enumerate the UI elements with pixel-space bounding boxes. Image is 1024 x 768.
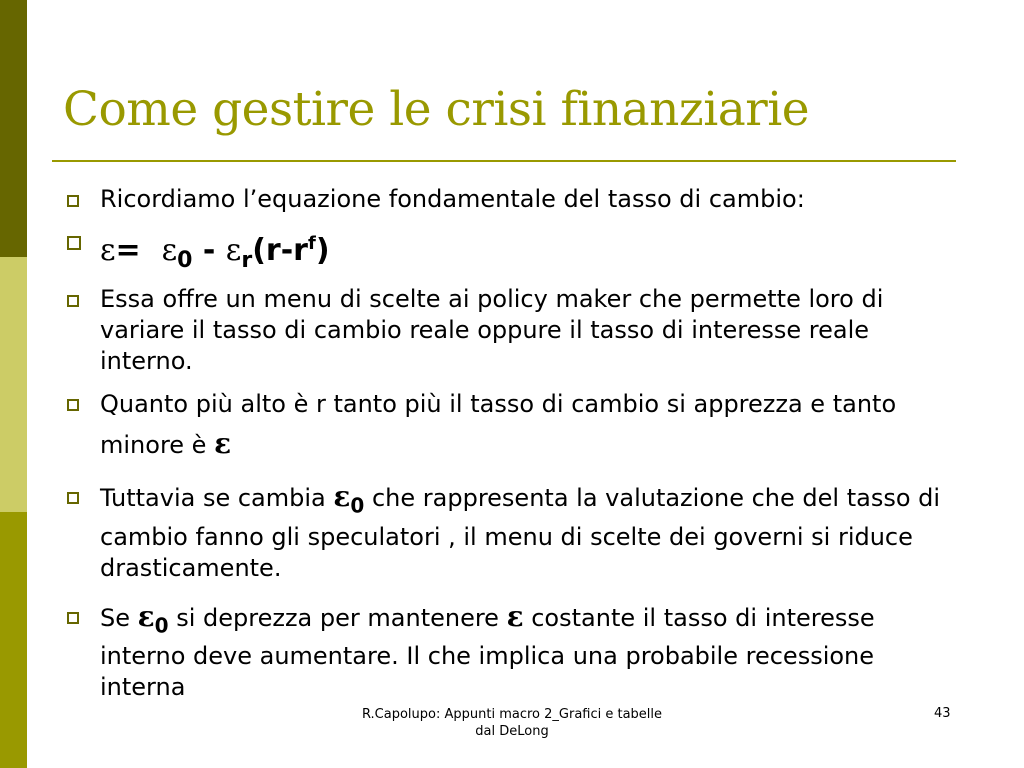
bullet-text: Essa offre un menu di scelte ai policy maker che permette loro di variare il tasso di cambio reale oppure il tasso di interesse reale interno. <box>100 285 884 375</box>
bullet-text: Tuttavia se cambia <box>100 484 334 512</box>
bullet-text: Ricordiamo l’equazione fondamentale del tasso di cambio: <box>100 185 805 213</box>
slide-title: Come gestire le crisi finanziarie <box>63 82 810 137</box>
bullet-text-continued: costante il tasso di interesse interno deve aumentare. Il che implica una probabile recessione interna <box>100 603 875 702</box>
bullet-text-middle: si deprezza per mantenere <box>168 603 507 632</box>
page-number: 43 <box>934 706 951 721</box>
sidebar-stripe <box>0 0 27 768</box>
subscript-r: r <box>241 248 253 273</box>
equals-sign: = <box>115 233 141 268</box>
bullet-item-4 <box>64 384 964 465</box>
sidebar-segment-middle <box>0 257 27 512</box>
bullet-item-1 <box>64 184 964 215</box>
bullet-item-6 <box>64 601 964 704</box>
bullet-item-equation <box>64 224 964 281</box>
sidebar-segment-top <box>0 0 27 257</box>
closing-paren: ) <box>315 233 330 268</box>
square-bullet-icon <box>67 612 79 624</box>
epsilon-symbol: ε <box>333 480 351 513</box>
epsilon-symbol: ε <box>214 427 232 460</box>
bullet-text: Se <box>100 603 138 632</box>
bullet-list <box>64 184 964 703</box>
epsilon-symbol: ε <box>137 599 155 633</box>
bullet-text-continued: che rappresenta la valutazione che del tasso di cambio fanno gli speculatori , il menu di scelte dei governi si riduce drasticamente. <box>100 484 941 582</box>
epsilon-symbol: ε <box>161 233 178 268</box>
sidebar-segment-bottom <box>0 512 27 768</box>
epsilon-symbol: ε <box>506 599 524 633</box>
square-bullet-icon <box>67 295 79 307</box>
minus-sign: - <box>202 233 216 268</box>
square-bullet-icon <box>67 399 79 411</box>
subscript-zero: 0 <box>350 493 365 518</box>
bullet-text: Quanto più alto è r tanto più il tasso di cambio si apprezza e tanto minore è <box>100 390 897 459</box>
bullet-item-3 <box>64 284 964 377</box>
bullet-item-5 <box>64 481 964 584</box>
title-divider <box>52 160 956 162</box>
superscript-f: f <box>307 233 316 254</box>
epsilon-symbol: ε <box>100 233 116 268</box>
square-bullet-icon <box>67 195 79 207</box>
square-bullet-icon <box>67 236 81 250</box>
subscript-zero: 0 <box>177 248 193 273</box>
epsilon-symbol: ε <box>225 233 242 268</box>
square-bullet-icon <box>67 492 79 504</box>
rate-difference: (r-r <box>252 233 308 268</box>
footer-text: R.Capolupo: Appunti macro 2_Grafici e tabelle dal DeLong <box>361 707 663 739</box>
subscript-zero: 0 <box>154 613 169 638</box>
